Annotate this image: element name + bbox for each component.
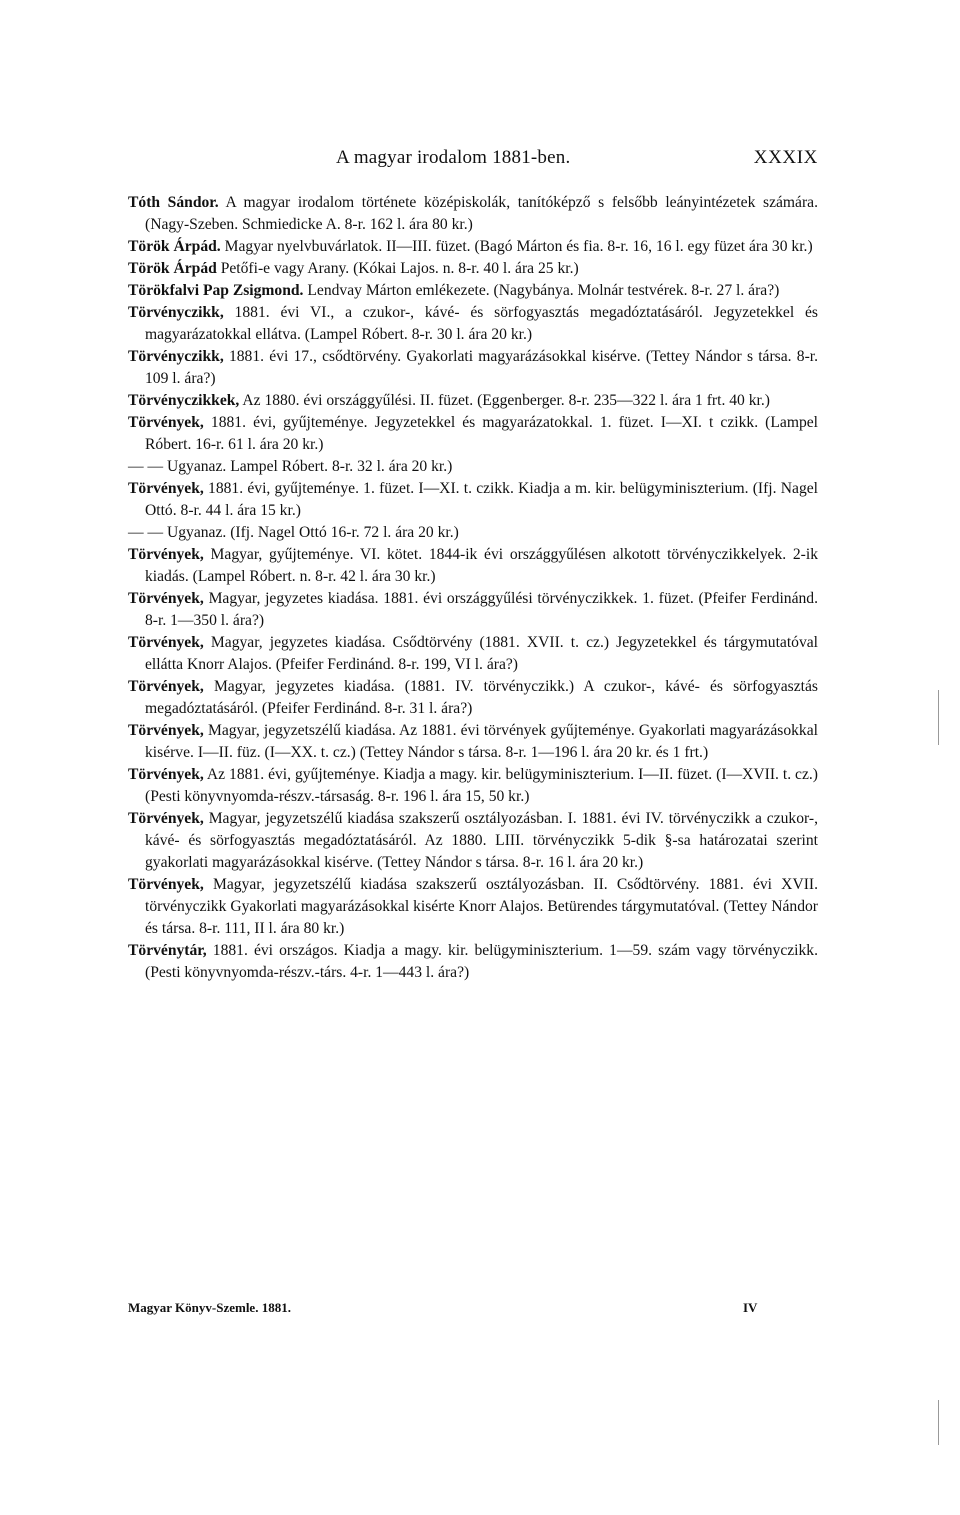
- entry-heading: Törvények,: [128, 634, 204, 651]
- entry-heading: Török Árpád.: [128, 238, 221, 255]
- bibliography-entry: [128, 236, 818, 258]
- bibliography-entry: [128, 676, 818, 720]
- bibliography-entry: [128, 808, 818, 874]
- entry-heading: Törvényczikkek,: [128, 392, 240, 409]
- entry-text: 1881. évi 17., csődtörvény. Gyakorlati magyarázásokkal kisérve. (Tettey Nándor s társa. 8-r. 109 l. ára?): [145, 348, 818, 387]
- entry-heading: Törvénytár,: [128, 942, 207, 959]
- bibliography-entry: [128, 632, 818, 676]
- bibliography-entry: [128, 720, 818, 764]
- bibliography-entry: [128, 258, 818, 280]
- entry-text: 1881. évi országos. Kiadja a magy. kir. belügyminiszterium. 1—59. szám vagy törvényczikk. (Pesti könyvnyomda-részv.-társ. 4-r. 1—443 l. ára?): [145, 942, 818, 981]
- bibliography-entry: [128, 346, 818, 390]
- bibliography-entry: [128, 280, 818, 302]
- entry-heading: Törvények,: [128, 810, 204, 827]
- margin-line: [938, 690, 939, 745]
- entry-text: 1881. évi, gyűjteménye. Jegyzetekkel és magyarázatokkal. 1. füzet. I—XI. t czikk. (Lampel Róbert. 16-r. 61 l. ára 20 kr.): [145, 414, 818, 453]
- entry-text: — — Ugyanaz. (Ifj. Nagel Ottó 16-r. 72 l. ára 20 kr.): [128, 524, 459, 541]
- entry-text: Magyar, gyűjteménye. VI. kötet. 1844-ik évi országgyűlésen alkotott törvényczikkelyek. 2-ik kiadás. (Lampel Róbert. n. 8-r. 42 l. ára 30 kr.): [145, 546, 818, 585]
- entry-text: Magyar, jegyzetszélű kiadása szakszerű osztályozásban. II. Csődtörvény. 1881. évi XVII. törvényczikk Gyakorlati magyarázásokkal kisérte Knorr Alajos. Betürendes tárgymutatóval. (Tettey Nándor és társa. 8-r. 111, II l. ára 80 kr.): [145, 876, 818, 937]
- bibliography-entry: [128, 544, 818, 588]
- entry-heading: Török Árpád: [128, 260, 217, 277]
- page-footer: [128, 1300, 818, 1322]
- entry-heading: Törvények,: [128, 678, 204, 695]
- entry-heading: Törvények,: [128, 876, 204, 893]
- entry-text: Az 1881. évi, gyűjteménye. Kiadja a magy. kir. belügyminiszterium. I—II. füzet. (I—XVII. t. cz.) (Pesti könyvnyomda-részv.-társaság. 8-r. 196 l. ára 15, 50 kr.): [145, 766, 818, 805]
- entry-heading: Tóth Sándor.: [128, 194, 219, 211]
- footer-journal-title: Magyar Könyv-Szemle. 1881.: [128, 1300, 291, 1315]
- entry-heading: Törvények,: [128, 414, 204, 431]
- entry-text: 1881. évi, gyűjteménye. 1. füzet. I—XI. t. czikk. Kiadja a m. kir. belügyminiszterium. (Ifj. Nagel Ottó. 8-r. 44 l. ára 15 kr.): [145, 480, 818, 519]
- entry-text: Magyar, jegyzetes kiadása. 1881. évi országgyűlési törvényczikkek. 1. füzet. (Pfeifer Ferdinánd. 8-r. 1—350 l. ára?): [145, 590, 818, 629]
- bibliography-entry: [128, 302, 818, 346]
- entry-heading: Törvények,: [128, 766, 204, 783]
- entry-text: Petőfi-e vagy Arany. (Kókai Lajos. n. 8-r. 40 l. ára 25 kr.): [216, 260, 579, 277]
- bibliography-entry: [128, 874, 818, 940]
- bibliography-entry: [128, 588, 818, 632]
- bibliography-entry: [128, 478, 818, 522]
- entry-text: Magyar, jegyzetes kiadása. Csődtörvény (1881. XVII. t. cz.) Jegyzetekkel és tárgymutatóval ellátta Knorr Alajos. (Pfeifer Ferdinánd. 8-r. 199, VI l. ára?): [145, 634, 818, 673]
- bibliography-entry: [128, 390, 818, 412]
- bibliography-list: [128, 192, 818, 984]
- entry-heading: Törvények,: [128, 546, 204, 563]
- entry-text: Az 1880. évi országgyűlési. II. füzet. (Eggenberger. 8-r. 235—322 l. ára 1 frt. 40 kr.): [239, 392, 770, 409]
- page-number: XXXIX: [753, 147, 818, 168]
- entry-text: Magyar nyelvbuvárlatok. II—III. füzet. (Bagó Márton és fia. 8-r. 16, 16 l. egy füzet ára 30 kr.): [220, 238, 813, 255]
- bibliography-entry: [128, 764, 818, 808]
- bibliography-entry: [128, 522, 818, 544]
- entry-text: Lendvay Márton emlékezete. (Nagybánya. Molnár testvérek. 8-r. 27 l. ára?): [303, 282, 780, 299]
- running-head-title: A magyar irodalom 1881-ben.: [336, 147, 571, 168]
- entry-text: 1881. évi VI., a czukor-, kávé- és sörfogyasztás megadóztatásáról. Jegyzetekkel és magyarázatokkal ellátva. (Lampel Róbert. 8-r. 30 l. ára 20 kr.): [145, 304, 818, 343]
- entry-text: A magyar irodalom története középiskolák, tanítóképző s felsőbb leányintézetek számára. (Nagy-Szeben. Schmiedicke A. 8-r. 162 l. ára 80 kr.): [145, 194, 818, 233]
- entry-text: — — Ugyanaz. Lampel Róbert. 8-r. 32 l. ára 20 kr.): [128, 458, 453, 475]
- bibliography-entry: [128, 456, 818, 478]
- entry-heading: Törvényczikk,: [128, 348, 224, 365]
- entry-heading: Törvények,: [128, 480, 204, 497]
- entry-heading: Törvények,: [128, 722, 204, 739]
- entry-text: Magyar, jegyzetes kiadása. (1881. IV. törvényczikk.) A czukor-, kávé- és sörfogyasztás megadóztatásáról. (Pfeifer Ferdinánd. 8-r. 31 l. ára?): [145, 678, 818, 717]
- bibliography-entry: [128, 412, 818, 456]
- entry-heading: Törvények,: [128, 590, 204, 607]
- entry-text: Magyar, jegyzetszélű kiadása szakszerű osztályozásban. I. 1881. évi IV. törvényczikk a czukor-, kávé- és sörfogyasztás megadóztatásáról. Az 1880. LIII. törvényczikk 5-dik §-sa határozatai szerint gyakorlati magyarázásokkal kisérve. (Tettey Nándor s társa. 8-r. 16 l. ára 20 kr.): [145, 810, 818, 871]
- margin-line: [938, 1400, 939, 1445]
- bibliography-entry: [128, 192, 818, 236]
- entry-text: Magyar, jegyzetszélű kiadása. Az 1881. évi törvények gyűjteménye. Gyakorlati magyarázásokkal kisérve. I—II. füz. (I—XX. t. cz.) (Tettey Nándor s társa. 8-r. 1—196 l. ára 20 kr. és 1 frt.): [145, 722, 818, 761]
- footer-signature-mark: IV: [743, 1300, 758, 1315]
- entry-heading: Törvényczikk,: [128, 304, 224, 321]
- bibliography-entry: [128, 940, 818, 984]
- entry-heading: Törökfalvi Pap Zsigmond.: [128, 282, 304, 299]
- running-head: [128, 147, 818, 177]
